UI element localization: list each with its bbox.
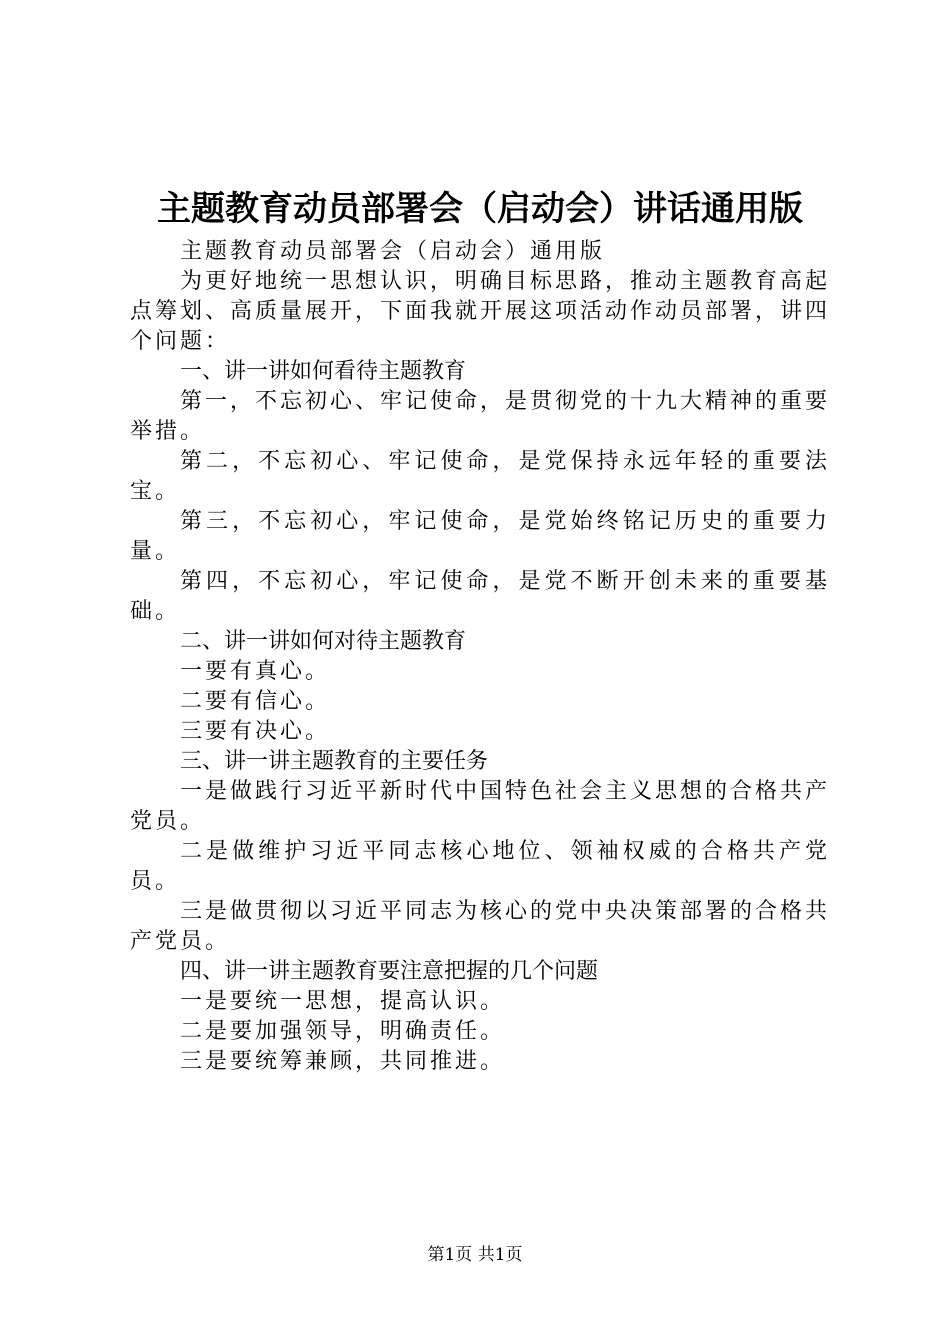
document-subtitle: 主题教育动员部署会（启动会）通用版 <box>180 239 606 264</box>
section-item: 二要有信心。 <box>180 689 331 714</box>
section-2 <box>130 627 830 747</box>
section-item: 二是做维护习近平同志核心地位、领袖权威的合格共产党员。 <box>130 839 830 894</box>
section-item: 一是要统一思想，提高认识。 <box>180 989 506 1014</box>
document-title: 主题教育动员部署会（启动会）讲话通用版 <box>157 189 803 229</box>
section-item: 第三，不忘初心，牢记使命，是党始终铭记历史的重要力量。 <box>130 509 830 564</box>
section-4 <box>130 957 830 1077</box>
section-item: 第一，不忘初心、牢记使命，是贯彻党的十九大精神的重要举措。 <box>130 389 831 444</box>
section-heading: 一、讲一讲如何看待主题教育 <box>180 359 467 384</box>
section-item: 三是要统筹兼顾，共同推进。 <box>180 1049 506 1074</box>
section-heading: 四、讲一讲主题教育要注意把握的几个问题 <box>180 959 599 984</box>
section-heading: 二、讲一讲如何对待主题教育 <box>180 629 467 654</box>
section-item: 二是要加强领导，明确责任。 <box>180 1019 506 1044</box>
section-3 <box>130 747 830 957</box>
section-item: 三是做贯彻以习近平同志为核心的党中央决策部署的合格共产党员。 <box>130 899 831 954</box>
section-item: 第二，不忘初心、牢记使命，是党保持永远年轻的重要法宝。 <box>130 449 830 504</box>
section-item: 一是做践行习近平新时代中国特色社会主义思想的合格共产党员。 <box>130 779 831 834</box>
intro-paragraph: 为更好地统一思想认识，明确目标思路，推动主题教育高起点筹划、高质量展开，下面我就开展这项活动作动员部署，讲四个问题： <box>130 269 831 354</box>
section-item: 第四，不忘初心，牢记使命，是党不断开创未来的重要基础。 <box>130 569 830 624</box>
section-1 <box>130 357 830 627</box>
section-heading: 三、讲一讲主题教育的主要任务 <box>180 749 489 774</box>
page-number-footer: 第1页 共1页 <box>427 1245 523 1265</box>
section-item: 一要有真心。 <box>180 659 331 684</box>
section-item: 三要有决心。 <box>180 719 331 744</box>
document-page <box>130 185 830 1077</box>
